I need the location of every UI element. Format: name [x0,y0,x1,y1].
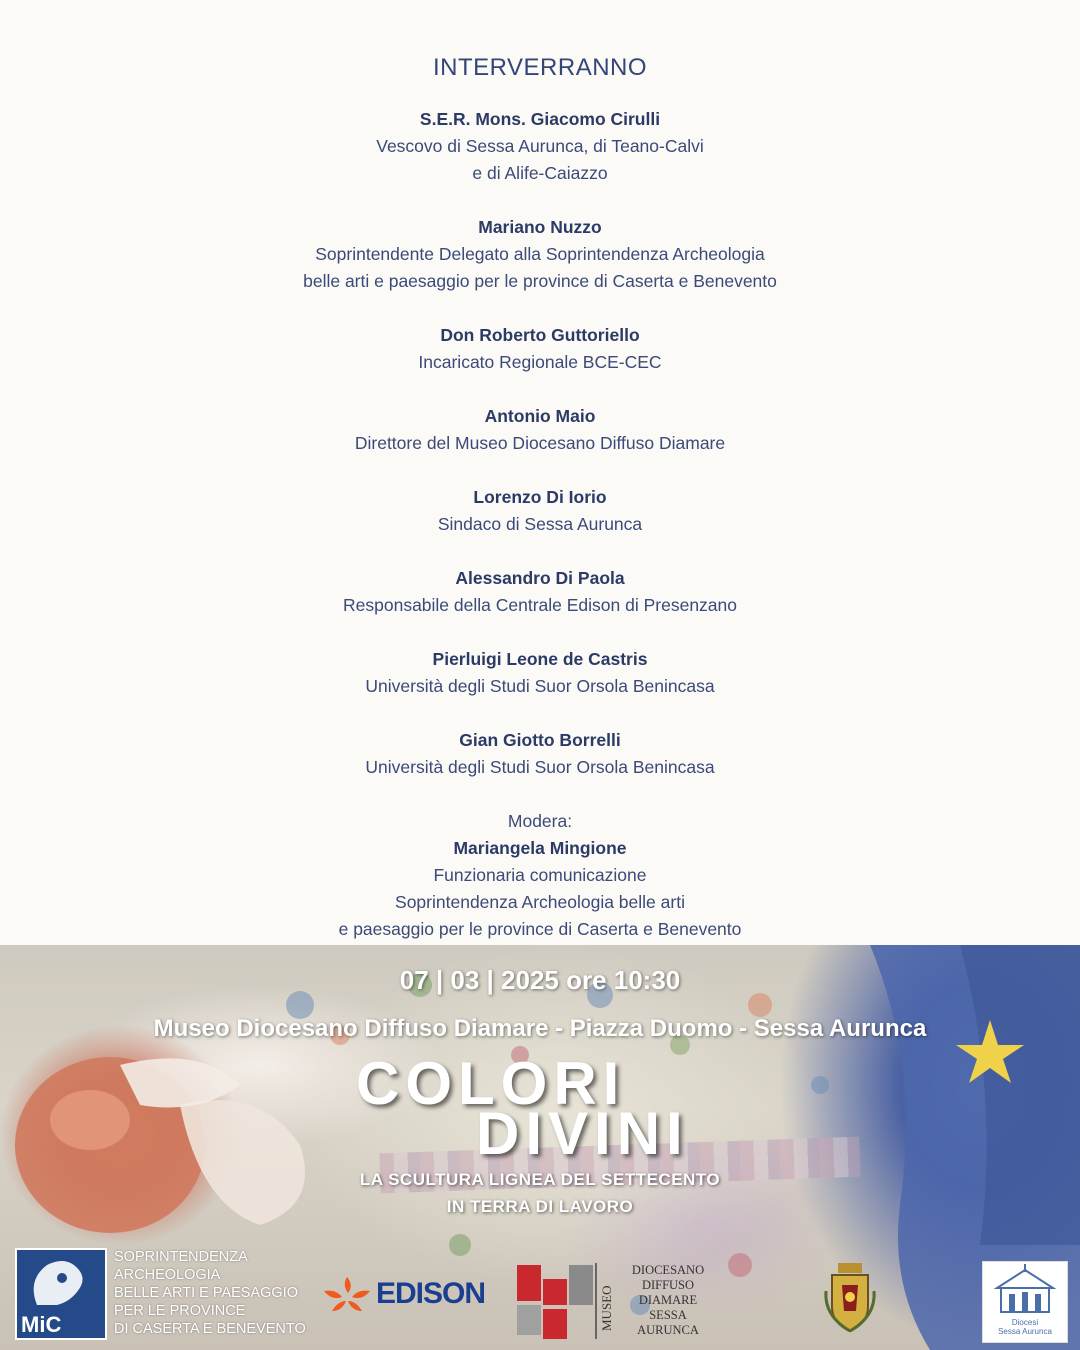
speaker-name: Gian Giotto Borrelli [459,730,621,750]
speaker-item [0,403,1080,457]
speaker-item [0,322,1080,376]
museo-text-line: SESSA [649,1308,687,1322]
speaker-name: Lorenzo Di Iorio [473,487,607,507]
edison-logo [320,1275,485,1315]
speaker-role: e di Alife-Caiazzo [472,163,608,183]
exhibition-title-line1: COLORI [356,1050,626,1117]
speaker-item [0,106,1080,187]
museo-text-line: DIFFUSO [641,1278,695,1292]
diocesi-line: Diocesi [1011,1318,1039,1327]
church-icon [983,1262,1067,1318]
speaker-item [0,565,1080,619]
diocesi-logo [982,1261,1068,1343]
museo-text-line: DIAMARE [638,1293,698,1307]
museo-vertical-label: MUSEO [599,1285,614,1331]
speaker-role: Direttore del Museo Diocesano Diffuso Diamare [354,433,726,453]
event-date: 07 | 03 | 2025 ore 10:30 [399,965,681,995]
speaker-role: Responsabile della Centrale Edison di Presenzano [343,595,737,615]
exhibition-title-line2: DIVINI [476,1100,689,1167]
diocesi-text [983,1318,1067,1336]
moderator-block [0,808,1080,943]
soprintendenza-line: SOPRINTENDENZA [114,1249,248,1265]
section-heading: INTERVERRANNO [432,54,648,81]
speaker-list [0,106,1080,808]
moderator-role: Funzionaria comunicazione [433,865,647,885]
speaker-name: Don Roberto Guttoriello [440,325,640,345]
museo-diocesano-logo [515,1261,720,1341]
soprintendenza-line: ARCHEOLOGIA [114,1267,221,1283]
soprintendenza-line: BELLE ARTI E PAESAGGIO [114,1285,299,1301]
mic-logo [15,1248,107,1340]
edison-wordmark: EDISON [376,1277,486,1310]
speaker-role: Soprintendente Delegato alla Soprintendenza Archeologia [315,244,765,264]
speaker-role: Incaricato Regionale BCE-CEC [418,352,662,372]
speaker-role: Università degli Studi Suor Orsola Benincasa [365,757,715,777]
speaker-name: Pierluigi Leone de Castris [432,649,648,669]
soprintendenza-line: PER LE PROVINCE [114,1303,246,1319]
soprintendenza-line: DI CASERTA E BENEVENTO [114,1321,306,1337]
speaker-role: belle arti e paesaggio per le province di Caserta e Benevento [303,271,777,291]
speaker-item [0,484,1080,538]
event-venue: Museo Diocesano Diffuso Diamare - Piazza Duomo - Sessa Aurunca [153,1015,927,1042]
mic-profile-icon [17,1250,105,1310]
moderator-role: e paesaggio per le province di Caserta e Benevento [338,919,742,939]
soprintendenza-text [114,1248,306,1338]
exhibition-subtitle-line1: LA SCULTURA LIGNEA DEL SETTECENTO [359,1170,721,1189]
speaker-name: Mariano Nuzzo [478,217,602,237]
exhibition-subtitle-line2: IN TERRA DI LAVORO [446,1197,634,1216]
edison-flame-icon [320,1275,374,1315]
museo-text-line: DIOCESANO [631,1263,705,1277]
museo-text-line: AURUNCA [637,1323,699,1337]
moderator-name: Mariangela Mingione [453,838,627,858]
moderator-role: Soprintendenza Archeologia belle arti [395,892,685,912]
mic-mark: MiC [21,1312,62,1337]
speaker-role: Università degli Studi Suor Orsola Benincasa [365,676,715,696]
speaker-item [0,646,1080,700]
museo-text [619,1263,717,1338]
speaker-name: S.E.R. Mons. Giacomo Cirulli [419,109,661,129]
speaker-name: Antonio Maio [484,406,596,426]
speaker-item [0,214,1080,295]
event-banner [0,945,1080,1350]
speaker-role: Vescovo di Sessa Aurunca, di Teano-Calvi [376,136,704,156]
municipal-crest-icon [822,1261,878,1333]
moderator-label: Modera: [507,811,573,831]
speaker-role: Sindaco di Sessa Aurunca [437,514,643,534]
diocesi-line: Sessa Aurunca [998,1327,1052,1336]
speaker-item [0,727,1080,781]
speaker-name: Alessandro Di Paola [455,568,625,588]
